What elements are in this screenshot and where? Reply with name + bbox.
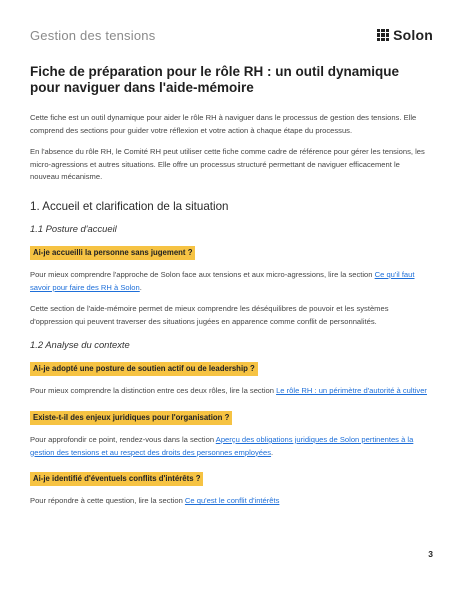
grid-logo-icon bbox=[377, 29, 389, 41]
section-heading: 1. Accueil et clarification de la situation bbox=[30, 199, 229, 213]
highlighted-question: Ai-je identifié d'éventuels conflits d'intérêts ? bbox=[30, 472, 203, 486]
question-block bbox=[30, 407, 430, 425]
question-block bbox=[30, 358, 430, 376]
solon-logo bbox=[377, 27, 433, 43]
paragraph-approach bbox=[30, 269, 430, 294]
highlighted-question: Ai-je adopté une posture de soutien actif ou de leadership ? bbox=[30, 362, 258, 376]
highlighted-question: Existe-t-il des enjeux juridiques pour l'organisation ? bbox=[30, 411, 232, 425]
page-number: 3 bbox=[428, 549, 433, 559]
paragraph-role-rh bbox=[30, 385, 430, 398]
paragraph-text: Pour approfondir ce point, rendez-vous dans la section bbox=[30, 434, 216, 444]
logo-text: Solon bbox=[393, 27, 433, 43]
question-block bbox=[30, 468, 430, 486]
link-conflit-interets[interactable]: Ce qu'est le conflit d'intérêts bbox=[184, 496, 280, 506]
intro-paragraph-2: En l'absence du rôle RH, le Comité RH peut utiliser cette fiche comme cadre de référence pour gérer les tensions, les micro-agressions et autres situations. Elle offre un processus structuré permettant de naviguer efficacement le nouveau mécanisme. bbox=[30, 147, 425, 182]
link-obligations-juridiques[interactable]: Aperçu des obligations juridiques de Solon pertinentes à la gestion des tensions et au respect des droits des personnes employées bbox=[30, 434, 414, 457]
question-block bbox=[30, 242, 430, 260]
paragraph-end: . bbox=[139, 282, 142, 292]
subsection-heading-contexte: 1.2 Analyse du contexte bbox=[30, 339, 130, 351]
document-body bbox=[30, 64, 430, 516]
highlighted-question: Ai-je accueilli la personne sans jugement ? bbox=[30, 246, 195, 260]
header-title: Gestion des tensions bbox=[30, 27, 156, 43]
paragraph-text: Pour répondre à cette question, lire la section bbox=[30, 496, 185, 506]
paragraph-desequilibres: Cette section de l'aide-mémoire permet de mieux comprendre les déséquilibres de pouvoir et les systèmes d'oppression qui peuvent traverser des situations jugées en apparence comme conflit de personnalités. bbox=[30, 304, 389, 326]
document-title: Fiche de préparation pour le rôle RH : un outil dynamique pour naviguer dans l'aide-mémoire bbox=[30, 64, 400, 95]
paragraph-text: Pour mieux comprendre l'approche de Solon face aux tensions et aux micro-agressions, lire la section bbox=[30, 269, 375, 279]
page-header bbox=[30, 24, 433, 46]
paragraph-end: . bbox=[271, 447, 274, 457]
link-role-rh[interactable]: Le rôle RH : un périmètre d'autorité à cultiver bbox=[276, 386, 427, 396]
paragraph-conflit bbox=[30, 495, 430, 508]
intro-paragraph-1: Cette fiche est un outil dynamique pour aider le rôle RH à naviguer dans le processus de gestion des tensions. Elle comprend des sections pour guider votre réflexion et votre action à chaque étape du processus. bbox=[30, 113, 417, 135]
subsection-heading-posture: 1.1 Posture d'accueil bbox=[30, 222, 117, 234]
link-ce-quil-faut-savoir[interactable]: Ce qu'il faut savoir pour faire des RH à Solon bbox=[30, 269, 415, 292]
paragraph-juridique bbox=[30, 434, 430, 459]
paragraph-text: Pour mieux comprendre la distinction entre ces deux rôles, lire la section bbox=[30, 386, 277, 396]
